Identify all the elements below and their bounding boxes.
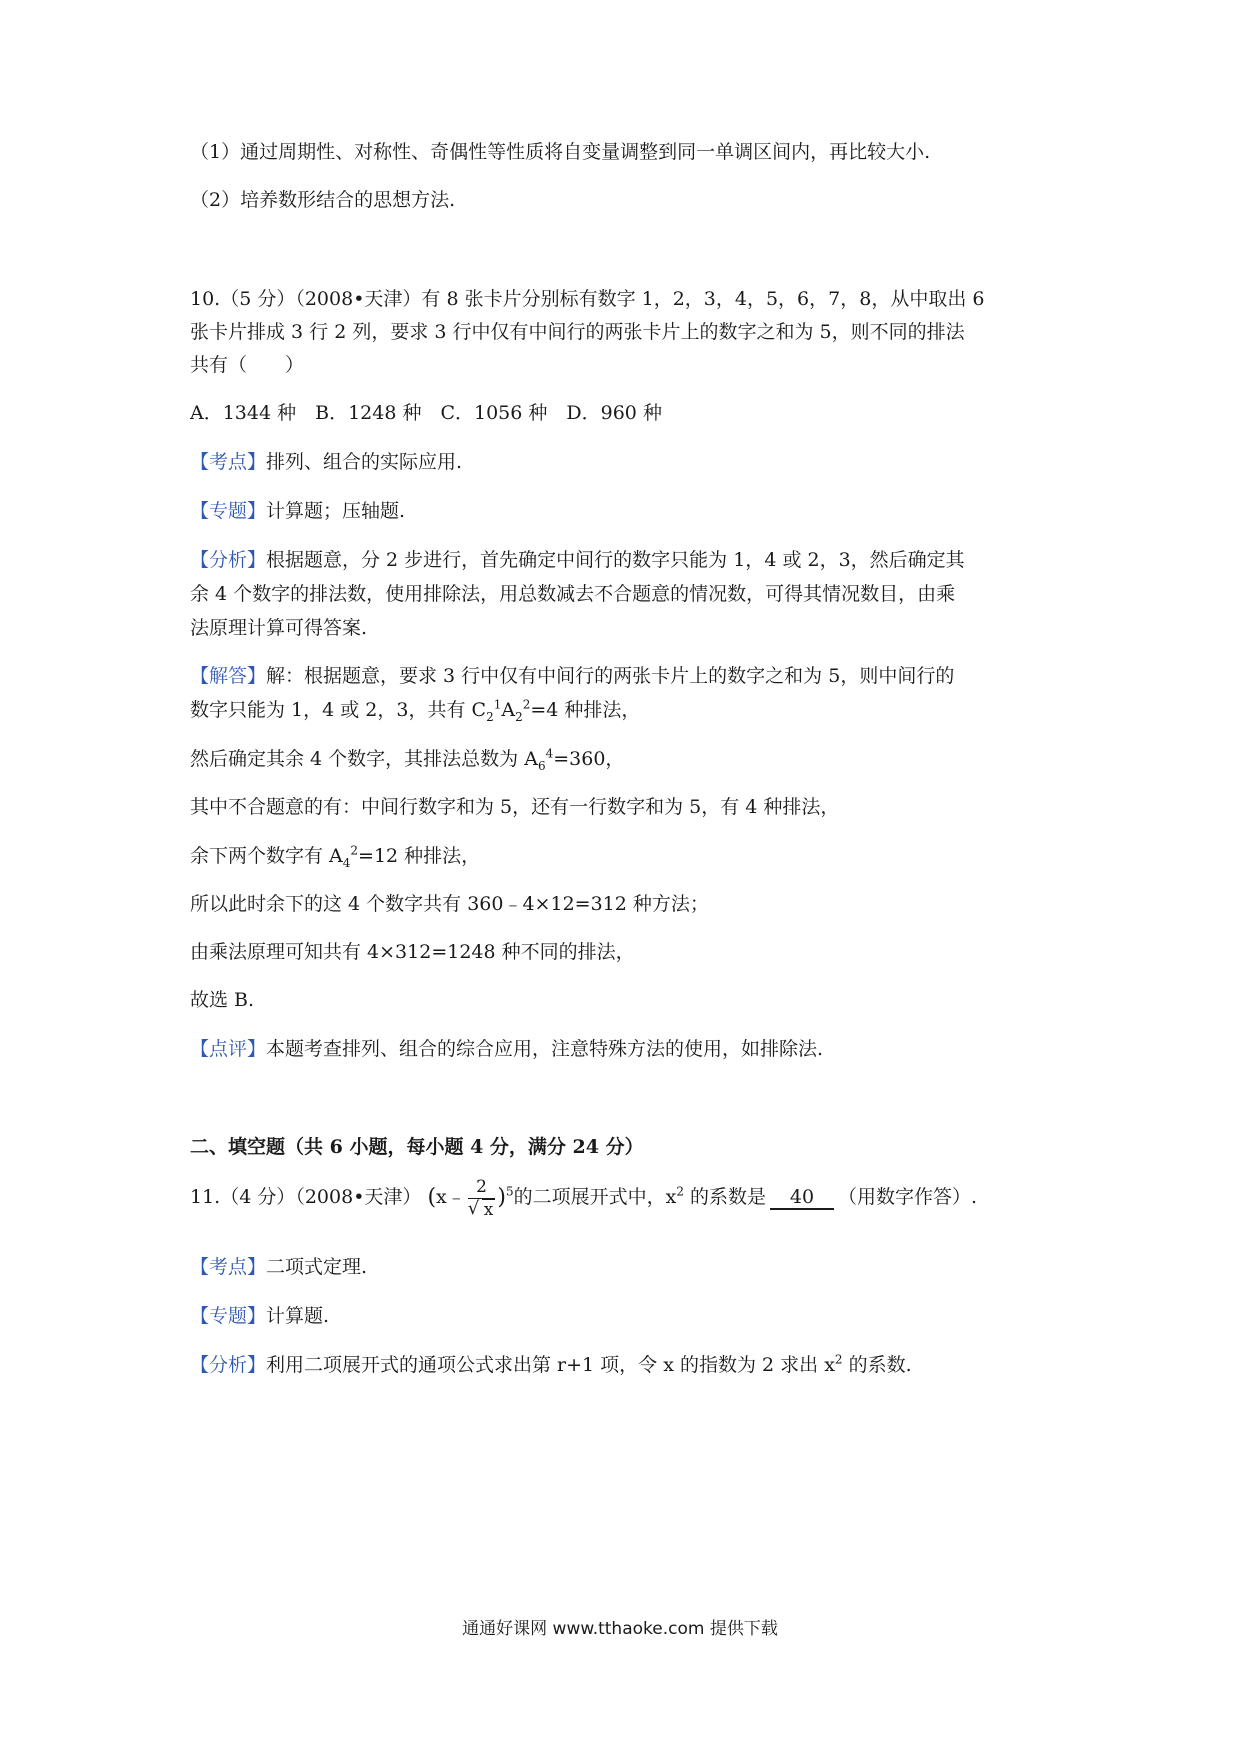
dianping-tag: 【点评】: [190, 1038, 267, 1060]
radical-icon: √: [467, 1197, 480, 1219]
fenxi-text: 根据题意，分 2 步进行，首先确定中间行的数字只能为 1，4 或 2，3，然后确定其: [266, 549, 965, 571]
subscript: 6: [537, 758, 546, 773]
question-10-options: A．1344 种 B．1248 种 C．1056 种 D．960 种: [190, 402, 662, 424]
zhuanti-tag: 【专题】: [190, 500, 267, 522]
jieda-text-part: 然后确定其余 4 个数字，其排法总数为 A: [190, 748, 538, 770]
jieda-row: [190, 662, 954, 690]
jieda-text: 故选 B.: [190, 989, 255, 1011]
superscript: 2: [350, 843, 359, 858]
superscript: 1: [493, 697, 502, 712]
zhuanti-row: [190, 1302, 329, 1330]
jieda-text-part: =360，: [553, 748, 625, 770]
dianping-row: [190, 1035, 823, 1063]
zhuanti-text: 计算题.: [266, 1305, 330, 1327]
jieda-tag: 【解答】: [190, 665, 267, 687]
text-line: （1）通过周期性、对称性、奇偶性等性质将自变量调整到同一单调区间内，再比较大小.: [190, 141, 931, 163]
math-minus: ﹣: [446, 1186, 466, 1208]
jieda-text: [190, 745, 624, 773]
fenxi-row: [190, 1351, 912, 1379]
subscript: 2: [486, 709, 494, 724]
question-11-prefix: 11.（4 分）（2008•天津）: [190, 1186, 422, 1208]
kaodian-tag: 【考点】: [190, 451, 267, 473]
jieda-text-part: 数字只能为 1，4 或 2，3，共有 C: [190, 699, 487, 721]
kaodian-text: 二项式定理.: [266, 1256, 368, 1278]
math-x: x: [436, 1186, 447, 1208]
fraction: [468, 1176, 496, 1221]
superscript: 2: [834, 1352, 843, 1367]
jieda-text: 解：根据题意，要求 3 行中仅有中间行的两张卡片上的数字之和为 5，则中间行的: [266, 665, 955, 687]
question-10-stem: 共有（ ）: [190, 354, 305, 376]
kaodian-text: 排列、组合的实际应用.: [266, 451, 463, 473]
fenxi-tag: 【分析】: [190, 549, 267, 571]
subscript: 4: [342, 855, 351, 870]
fraction-denominator: [468, 1199, 496, 1221]
footer-text: 通通好课网 www.tthaoke.com 提供下载: [462, 1619, 778, 1639]
answer-blank: 40: [770, 1186, 834, 1210]
jieda-text: [190, 696, 640, 724]
fenxi-text: 法原理计算可得答案.: [190, 617, 368, 639]
fraction-numerator: 2: [468, 1176, 496, 1199]
question-11-text: 的系数是: [683, 1186, 767, 1208]
superscript: 2: [522, 697, 531, 712]
kaodian-row: [190, 448, 462, 476]
zhuanti-tag: 【专题】: [190, 1305, 267, 1327]
zhuanti-row: [190, 497, 405, 525]
superscript: 4: [545, 746, 554, 761]
question-10-stem: 10.（5 分）（2008•天津）有 8 张卡片分别标有数字 1，2，3，4，5，6，7，8，从中取出 6: [190, 288, 985, 310]
kaodian-tag: 【考点】: [190, 1256, 267, 1278]
superscript: 2: [676, 1184, 684, 1199]
jieda-text: 其中不合题意的有：中间行数字和为 5，还有一行数字和为 5，有 4 种排法，: [190, 796, 840, 818]
dianping-text: 本题考查排列、组合的综合应用，注意特殊方法的使用，如排除法.: [266, 1038, 824, 1060]
superscript: 5: [505, 1184, 514, 1199]
fenxi-tag: 【分析】: [190, 1354, 267, 1376]
subscript: 2: [515, 709, 523, 724]
jieda-text: 由乘法原理可知共有 4×312=1248 种不同的排法，: [190, 941, 635, 963]
question-11-text: （用数字作答）.: [838, 1186, 978, 1208]
jieda-text-part: 余下两个数字有 A: [190, 845, 343, 867]
text-line: （2）培养数形结合的思想方法.: [190, 189, 456, 211]
section-title: 二、填空题（共 6 小题，每小题 4 分，满分 24 分）: [190, 1136, 644, 1158]
question-11-text: 的二项展开式中，x: [513, 1186, 677, 1208]
sqrt-radicand: x: [483, 1199, 494, 1220]
jieda-text: [190, 842, 480, 870]
jieda-text-part: =12 种排法，: [358, 845, 481, 867]
fenxi-text: 余 4 个数字的排法数，使用排除法，用总数减去不合题意的情况数，可得其情况数目，由乘: [190, 583, 956, 605]
jieda-text-part: =4 种排法，: [530, 699, 641, 721]
fenxi-row: [190, 546, 965, 574]
fenxi-text: 利用二项展开式的通项公式求出第 r+1 项，令 x 的指数为 2 求出 x: [266, 1354, 835, 1376]
close-paren: ): [497, 1185, 506, 1210]
jieda-text-part: A: [501, 699, 516, 721]
sqrt-symbol: [468, 1199, 496, 1221]
jieda-text: 所以此时余下的这 4 个数字共有 360﹣4×12=312 种方法；: [190, 893, 709, 915]
question-11-stem: [190, 1172, 977, 1223]
zhuanti-text: 计算题；压轴题.: [266, 500, 406, 522]
kaodian-row: [190, 1253, 367, 1281]
open-paren: (: [427, 1185, 437, 1210]
question-10-stem: 张卡片排成 3 行 2 列，要求 3 行中仅有中间行的两张卡片上的数字之和为 5，则不同的排法: [190, 321, 965, 343]
fenxi-text: 的系数.: [842, 1354, 912, 1376]
